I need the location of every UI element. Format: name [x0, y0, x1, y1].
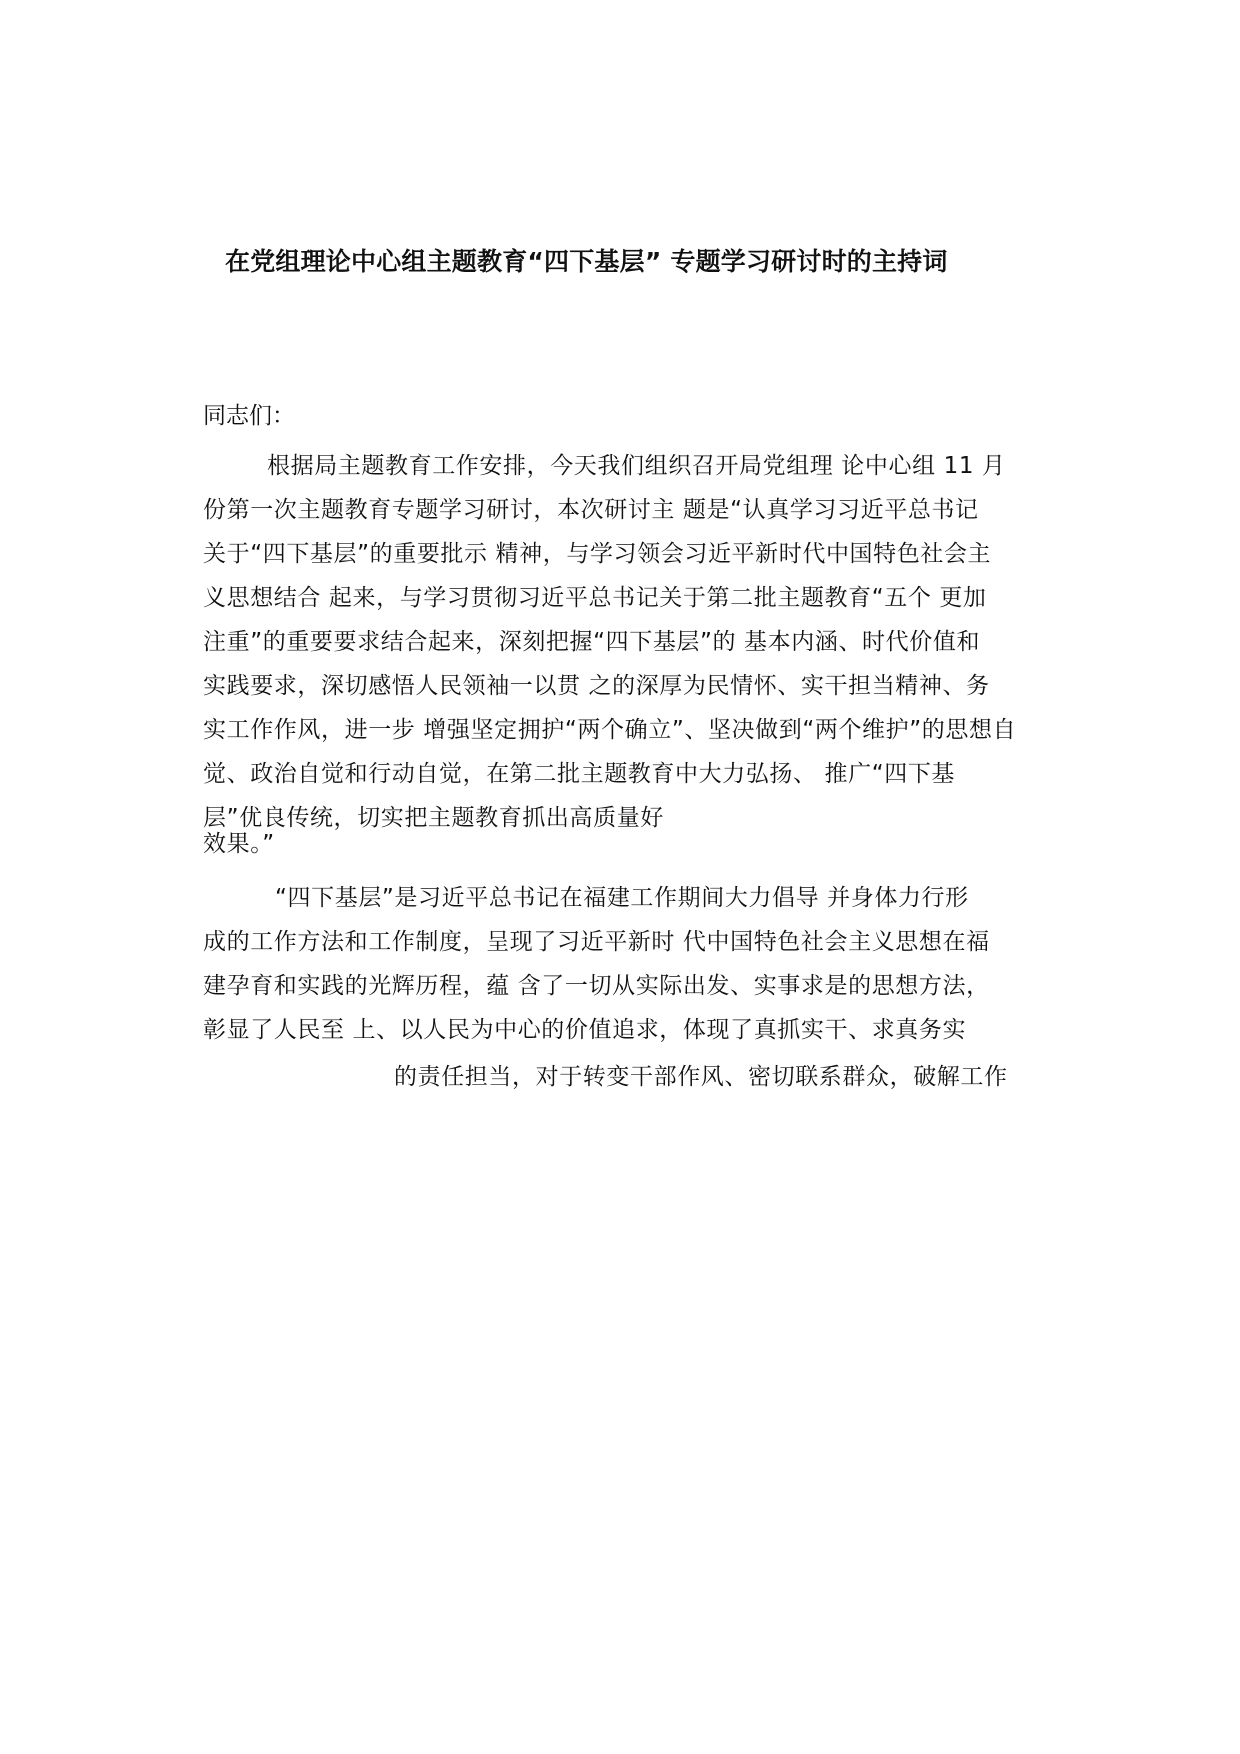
- paragraph-1-line: 实工作作风，进一步 增强坚定拥护“两个确立”、坚决做到“两个维护”的思想自: [203, 717, 1017, 743]
- paragraph-1-tail: [203, 822, 1083, 866]
- paragraph-1: [203, 444, 1083, 840]
- paragraph-1-line: 份第一次主题教育专题学习研讨，本次研讨主 题是“认真学习习近平总书记: [203, 497, 979, 523]
- paragraph-2-line: “四下基层”是习近平总书记在福建工作期间大力倡导 并身体力行形: [275, 885, 969, 911]
- paragraph-2-last-line: 的责任担当，对于转变干部作风、密切联系群众，破解工作: [394, 1064, 1008, 1090]
- document-title: 在党组理论中心组主题教育“四下基层” 专题学习研讨时的主持词: [225, 247, 948, 276]
- paragraph-1-tail-line: 效果。”: [203, 831, 275, 857]
- paragraph-1-line: 层”优良传统，切实把主题教育抓出高质量好: [203, 805, 664, 831]
- salutation: 同志们：: [203, 403, 295, 429]
- paragraph-1-line: 注重”的重要要求结合起来，深刻把握“四下基层”的 基本内涵、时代价值和: [203, 629, 981, 655]
- paragraph-1-line: 关于“四下基层”的重要批示 精神，与学习领会习近平新时代中国特色社会主: [203, 541, 992, 567]
- paragraph-1-line: 根据局主题教育工作安排，今天我们组织召开局党组理 论中心组 11 月: [267, 453, 1006, 479]
- paragraph-2: [203, 876, 1083, 1052]
- paragraph-1-line: 实践要求，深切感悟人民领袖一以贯 之的深厚为民情怀、实干担当精神、务: [203, 673, 990, 699]
- paragraph-2-line: 彰显了人民至 上、以人民为中心的价值追求，体现了真抓实干、求真务实: [203, 1017, 967, 1043]
- paragraph-2-line: 成的工作方法和工作制度，呈现了习近平新时 代中国特色社会主义思想在福: [203, 929, 990, 955]
- paragraph-1-line: 义思想结合 起来，与学习贯彻习近平总书记关于第二批主题教育“五个 更加: [203, 585, 987, 611]
- paragraph-2-line: 建孕育和实践的光辉历程，蕴 含了一切从实际出发、实事求是的思想方法，: [203, 973, 990, 999]
- paragraph-1-line: 觉、政治自觉和行动自觉，在第二批主题教育中大力弘扬、 推广“四下基: [203, 761, 956, 787]
